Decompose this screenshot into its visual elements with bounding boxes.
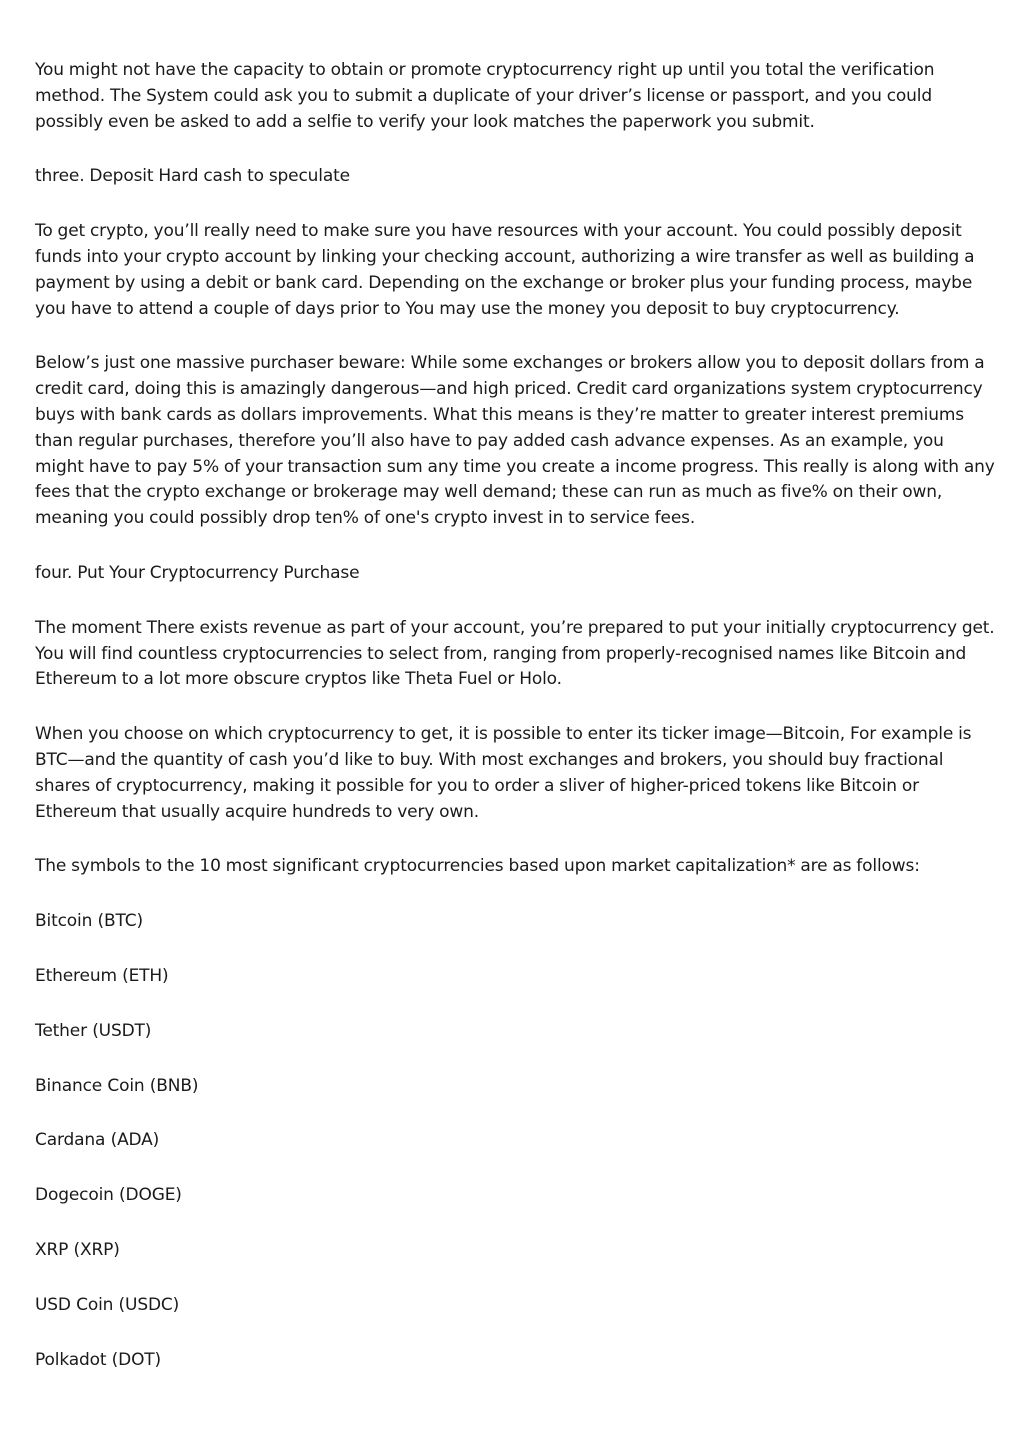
list-item: XRP (XRP)	[35, 1239, 120, 1260]
list-item: Binance Coin (BNB)	[35, 1075, 199, 1096]
list-item: Tether (USDT)	[35, 1020, 152, 1041]
paragraph-funding: To get crypto, you’ll really need to make sure you have resources with your account. You could possibly deposit funds into your crypto account by linking your checking account, authorizing a wire transfer as well as building a payment by using a debit or bank card. Depending on the exchange or broker plus your funding process, maybe you have to attend a couple of days prior to You may use the money you deposit to buy cryptocurrency.	[35, 221, 975, 319]
heading-deposit-cash: three. Deposit Hard cash to speculate	[35, 166, 350, 187]
paragraph-top-ten-intro: The symbols to the 10 most significant cryptocurrencies based upon market capitalization* are as follows:	[35, 856, 920, 877]
list-item: Cardana (ADA)	[35, 1130, 160, 1151]
list-item: Ethereum (ETH)	[35, 965, 169, 986]
paragraph-credit-card-warning: Below’s just one massive purchaser beware: While some exchanges or brokers allow you to deposit dollars from a credit card, doing this is amazingly dangerous—and high priced. Credit card organizations system cryptocurrency buys with bank cards as dollars improvements. What this means is they’re matter to greater interest premiums than regular purchases, therefore you’ll also have to pay added cash advance expenses. As an example, you might have to pay 5% of your transaction sum any time you create a income progress. This really is along with any fees that the crypto exchange or brokerage may well demand; these can run as much as five% on their own, meaning you could possibly drop ten% of one's crypto invest in to service fees.	[35, 353, 995, 529]
list-item: USD Coin (USDC)	[35, 1294, 180, 1315]
list-item: Polkadot (DOT)	[35, 1349, 162, 1370]
list-item: Dogecoin (DOGE)	[35, 1185, 182, 1206]
heading-place-purchase: four. Put Your Cryptocurrency Purchase	[35, 562, 360, 583]
paragraph-first-purchase: The moment There exists revenue as part of your account, you’re prepared to put your initially cryptocurrency get. You will find countless cryptocurrencies to select from, ranging from properly-recognised names like Bitcoin and Ethereum to a lot more obscure cryptos like Theta Fuel or Holo.	[35, 617, 995, 690]
paragraph-ticker-symbol: When you choose on which cryptocurrency to get, it is possible to enter its ticker image—Bitcoin, For example is BTC—and the quantity of cash you’d like to buy. With most exchanges and brokers, you should buy fractional shares of cryptocurrency, making it possible for you to order a sliver of higher-priced tokens like Bitcoin or Ethereum that usually acquire hundreds to very own.	[35, 724, 972, 822]
paragraph-verification: You might not have the capacity to obtain or promote cryptocurrency right up until you total the verification method. The System could ask you to submit a duplicate of your driver’s license or passport, and you could possibly even be asked to add a selfie to verify your look matches the paperwork you submit.	[35, 60, 935, 132]
document-body	[35, 58, 995, 1402]
coin-list	[35, 909, 995, 1373]
list-item: Bitcoin (BTC)	[35, 911, 143, 932]
